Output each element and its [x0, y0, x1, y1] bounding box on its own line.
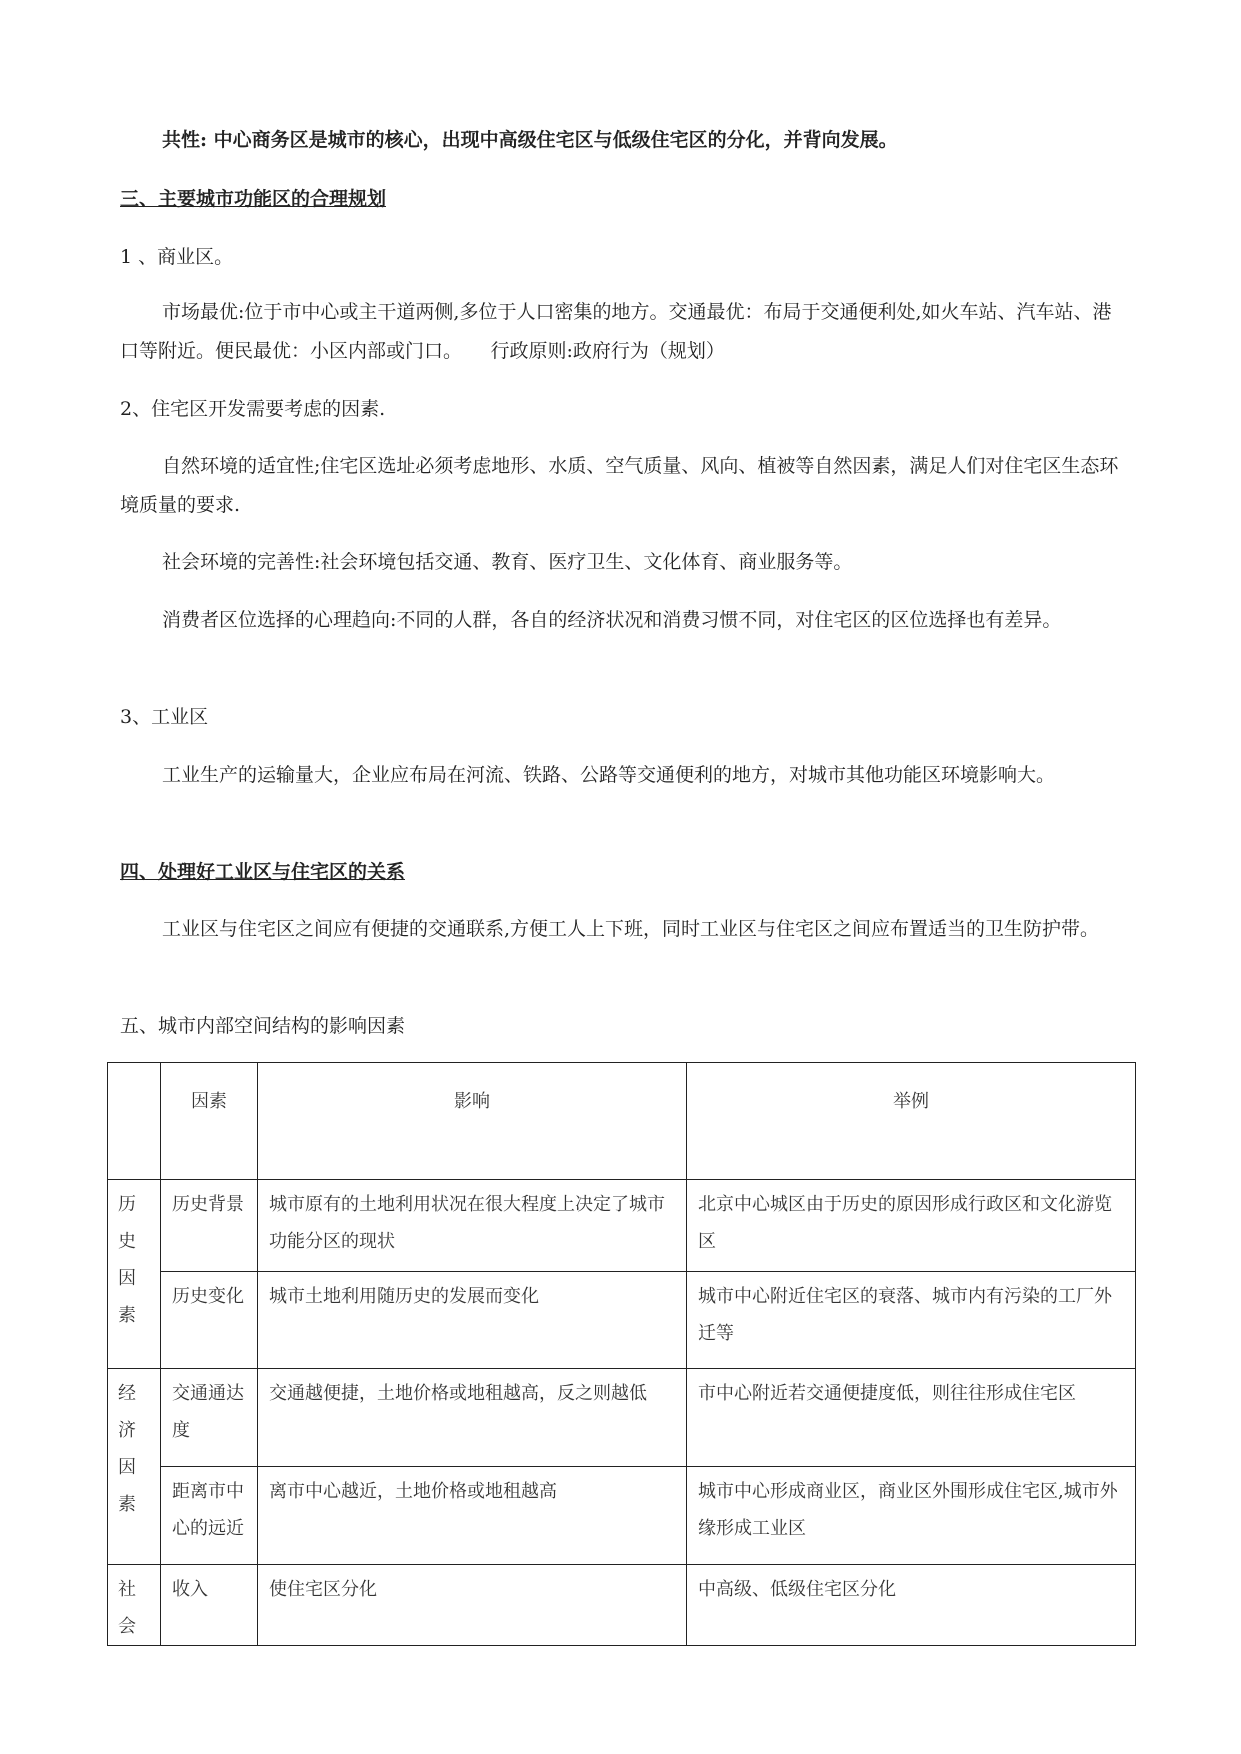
section-4-heading-text: 四、处理好工业区与住宅区的关系 [120, 861, 406, 883]
table-row [108, 1180, 1136, 1272]
example-cell: 城市中心附近住宅区的衰落、城市内有污染的工厂外迁等 [687, 1272, 1136, 1369]
impact-cell: 使住宅区分化 [258, 1565, 687, 1646]
impact-cell: 离市中心越近，土地价格或地租越高 [258, 1467, 687, 1565]
example-cell: 城市中心形成商业区，商业区外围形成住宅区,城市外缘形成工业区 [687, 1467, 1136, 1565]
example-cell: 市中心附近若交通便捷度低，则往往形成住宅区 [687, 1369, 1136, 1467]
section-3-heading-text: 三、主要城市功能区的合理规划 [120, 188, 387, 210]
item-2-title: 2、住宅区开发需要考虑的因素. [120, 398, 386, 420]
item-2-paragraph-1: 自然环境的适宜性;住宅区选址必须考虑地形、水质、空气质量、风向、植被等自然因素，满足人们对住宅区生态环境质量的要求. [120, 455, 1119, 516]
item-1-paragraph: 市场最优:位于市中心或主干道两侧,多位于人口密集的地方。交通最优：布局于交通便利处,如火车站、汽车站、港口等附近。便民最优：小区内部或门口。 行政原则:政府行为（规划） [120, 301, 1112, 362]
example-cell: 北京中心城区由于历史的原因形成行政区和文化游览区 [687, 1180, 1136, 1272]
impact-cell: 城市原有的土地利用状况在很大程度上决定了城市功能分区的现状 [258, 1180, 687, 1272]
section-4-heading [120, 853, 1130, 892]
table-row [108, 1369, 1136, 1467]
item-3-title: 3、工业区 [120, 706, 209, 728]
table-row [108, 1467, 1136, 1565]
example-cell: 中高级、低级住宅区分化 [687, 1565, 1136, 1646]
item-3-paragraph: 工业生产的运输量大，企业应布局在河流、铁路、公路等交通便利的地方，对城市其他功能区环境影响大。 [162, 764, 1056, 786]
header-cell-factor: 因素 [161, 1063, 258, 1180]
factor-cell: 历史背景 [161, 1180, 258, 1272]
factor-cell: 交通通达度 [161, 1369, 258, 1467]
category-cell: 历史因素 [108, 1180, 161, 1369]
impact-cell: 交通越便捷，土地价格或地租越高，反之则越低 [258, 1369, 687, 1467]
header-cell-example: 举例 [687, 1063, 1136, 1180]
table-row [108, 1272, 1136, 1369]
header-cell-impact: 影响 [258, 1063, 687, 1180]
impact-cell: 城市土地利用随历史的发展而变化 [258, 1272, 687, 1369]
category-cell: 社会 [108, 1565, 161, 1646]
section-4-paragraph: 工业区与住宅区之间应有便捷的交通联系,方便工人上下班，同时工业区与住宅区之间应布置适当的卫生防护带。 [162, 918, 1100, 940]
factor-cell: 收入 [161, 1565, 258, 1646]
factors-table [107, 1062, 1136, 1646]
section-3-heading [120, 180, 1130, 219]
table-header-row [108, 1063, 1136, 1180]
header-cell-category [108, 1063, 161, 1180]
factor-cell: 历史变化 [161, 1272, 258, 1369]
item-2-paragraph-2: 社会环境的完善性:社会环境包括交通、教育、医疗卫生、文化体育、商业服务等。 [162, 551, 853, 573]
section-5-heading: 五、城市内部空间结构的影响因素 [120, 1015, 406, 1037]
category-cell: 经济因素 [108, 1369, 161, 1565]
item-2-paragraph-3: 消费者区位选择的心理趋向:不同的人群，各自的经济状况和消费习惯不同，对住宅区的区位选择也有差异。 [162, 609, 1062, 631]
item-1-title: 1 、商业区。 [120, 246, 234, 268]
factor-cell: 距离市中心的远近 [161, 1467, 258, 1565]
table-row [108, 1565, 1136, 1646]
commonality-paragraph: 共性: 中心商务区是城市的核心，出现中高级住宅区与低级住宅区的分化，并背向发展。 [162, 129, 898, 151]
